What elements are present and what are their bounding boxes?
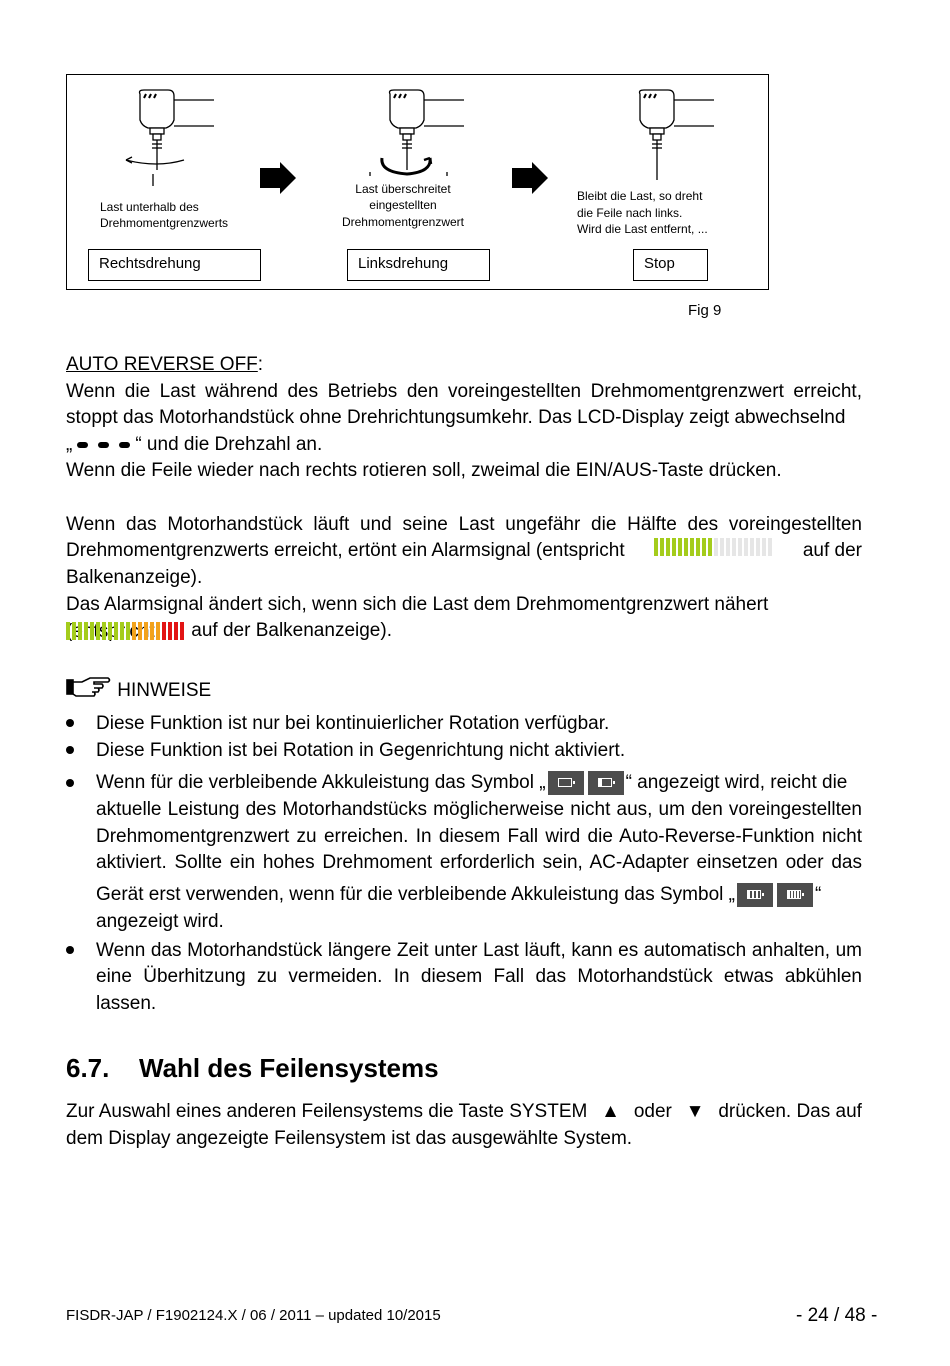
- bar-segment: [180, 622, 184, 640]
- bar-segment: [174, 622, 178, 640]
- bar-segment: [666, 538, 670, 556]
- battery-medium-icon: [737, 883, 773, 907]
- note-item-line: aktiviert. Sollte ein hohes Drehmoment erforderlich sein, AC-Adapter einsetzen oder das: [96, 852, 862, 873]
- torque-bar-half: [654, 538, 774, 556]
- section-number: 6.7.: [66, 1053, 110, 1083]
- lcd-dash-icon: [72, 434, 135, 455]
- label-stop: Stop: [633, 249, 708, 281]
- up-triangle-icon: ▲: [601, 1101, 620, 1122]
- bar-segment: [768, 538, 772, 556]
- bar-segment: [96, 622, 100, 640]
- footer-page-number: - 24 / 48 -: [796, 1305, 878, 1326]
- handpiece-illustration: [126, 90, 214, 186]
- bar-segment: [162, 622, 166, 640]
- battery-low-icon: [588, 771, 624, 795]
- bar-segment: [660, 538, 664, 556]
- figure-caption: Wird die Last entfernt, ...: [577, 222, 708, 236]
- paragraph-line: stoppt das Motorhandstück ohne Drehrichtungsumkehr. Das LCD-Display zeigt abwechselnd: [66, 407, 846, 428]
- note-item-line: lassen.: [96, 993, 157, 1014]
- bar-segment: [90, 622, 94, 640]
- torque-bar-full: [66, 622, 186, 640]
- label-linksdrehung: Linksdrehung: [347, 249, 490, 281]
- paragraph-line: Das Alarmsignal ändert sich, wenn sich die Last dem Drehmomentgrenzwert nähert: [66, 594, 769, 615]
- bar-segment: [702, 538, 706, 556]
- note-item: Diese Funktion ist bei Rotation in Gegenrichtung nicht aktiviert.: [96, 740, 626, 761]
- down-triangle-icon: ▼: [685, 1101, 705, 1122]
- bar-segment: [756, 538, 760, 556]
- bullet-icon: [66, 719, 74, 727]
- bar-segment: [672, 538, 676, 556]
- paragraph-line: Wenn das Motorhandstück läuft und seine Last ungefähr die Hälfte des voreingestellten: [66, 514, 862, 535]
- bar-segment: [138, 622, 142, 640]
- handpiece-illustration: [370, 90, 464, 176]
- bar-segment: [132, 622, 136, 640]
- bar-segment: [732, 538, 736, 556]
- bar-segment: [690, 538, 694, 556]
- figure-caption: die Feile nach links.: [577, 206, 683, 220]
- label-rechtsdrehung: Rechtsdrehung: [88, 249, 261, 281]
- bar-segment: [66, 622, 70, 640]
- bar-segment: [654, 538, 658, 556]
- note-item: Wenn das Motorhandstück längere Zeit unter Last läuft, kann es automatisch anhalten, um: [96, 940, 862, 961]
- bar-segment: [168, 622, 172, 640]
- bar-segment: [750, 538, 754, 556]
- paragraph-line: dem Display angezeigte Feilensystem ist das ausgewählte System.: [66, 1128, 633, 1149]
- figure-caption: Drehmomentgrenzwerts: [100, 216, 229, 230]
- auto-reverse-heading: AUTO REVERSE OFF:: [66, 354, 264, 375]
- bar-segment: [144, 622, 148, 640]
- bar-segment: [678, 538, 682, 556]
- bar-segment: [126, 622, 130, 640]
- right-arrow-icon: [512, 162, 548, 194]
- paragraph-line: Drehmomentgrenzwerts erreicht, ertönt ein Alarmsignal (entspricht auf der: [66, 540, 862, 561]
- bar-segment: [696, 538, 700, 556]
- bullet-icon: [66, 746, 74, 754]
- bar-segment: [762, 538, 766, 556]
- paragraph-line: auf der Balkenanzeige).: [66, 618, 862, 645]
- figure-caption: Last unterhalb des: [100, 200, 199, 214]
- bar-segment: [726, 538, 730, 556]
- note-item-line: angezeigt wird.: [96, 911, 224, 932]
- bar-segment: [708, 538, 712, 556]
- paragraph-line: Balkenanzeige).: [66, 567, 203, 588]
- bar-segment: [114, 622, 118, 640]
- note-item: Wenn für die verbleibende Akkuleistung das Symbol „ “ angezeigt wird, reicht die: [96, 772, 848, 793]
- bar-segment: [84, 622, 88, 640]
- figure-caption: Drehmomentgrenzwert: [341, 215, 465, 229]
- paragraph-line: Wenn die Feile wieder nach rechts rotieren soll, zweimal die EIN/AUS-Taste drücken.: [66, 460, 782, 481]
- bar-segment: [684, 538, 688, 556]
- figure-caption: Bleibt die Last, so dreht: [577, 189, 703, 203]
- footer-doc-id: FISDR-JAP / F1902124.X / 06 / 2011 – updated 10/2015: [66, 1307, 441, 1324]
- bar-segment: [720, 538, 724, 556]
- bar-segment: [120, 622, 124, 640]
- bar-segment: [738, 538, 742, 556]
- paragraph-line: Zur Auswahl eines anderen Feilensystems die Taste SYSTEM ▲ oder ▼ drücken. Das auf: [66, 1099, 862, 1126]
- bar-segment: [744, 538, 748, 556]
- figure-label: Fig 9: [688, 302, 722, 319]
- note-item: Diese Funktion ist nur bei kontinuierlicher Rotation verfügbar.: [96, 713, 610, 734]
- bar-segment: [108, 622, 112, 640]
- section-title: Wahl des Feilensystems: [139, 1053, 439, 1083]
- note-item-line: Gerät erst verwenden, wenn für die verbleibende Akkuleistung das Symbol „ “: [96, 884, 822, 905]
- figure-caption: Last überschreitet: [355, 182, 451, 196]
- bullet-icon: [66, 946, 74, 954]
- right-arrow-icon: [260, 162, 296, 194]
- notes-heading: HINWEISE: [66, 676, 211, 704]
- note-item-line: eine Überhitzung zu vermeiden. In diesem Fall das Motorhandstück etwas abkühlen: [96, 966, 862, 987]
- note-item-line: Drehmomentgrenzwert zu erreichen. In diesem Fall wird die Auto-Reverse-Funktion nicht: [96, 826, 862, 847]
- bar-segment: [150, 622, 154, 640]
- bar-segment: [714, 538, 718, 556]
- bar-segment: [156, 622, 160, 640]
- paragraph-line: Wenn die Last während des Betriebs den voreingestellten Drehmomentgrenzwert erreicht,: [66, 381, 862, 402]
- handpiece-illustration: [640, 90, 715, 180]
- bar-segment: [102, 622, 106, 640]
- battery-full-icon: [777, 883, 813, 907]
- bar-segment: [72, 622, 76, 640]
- figure-caption: eingestellten: [369, 198, 437, 212]
- note-item-line: aktuelle Leistung des Motorhandstücks möglicherweise nicht aus, um den voreingestellten: [96, 799, 862, 820]
- bar-segment: [78, 622, 82, 640]
- bullet-icon: [66, 779, 74, 787]
- pointing-hand-icon: [66, 676, 112, 698]
- battery-low-icon: [548, 771, 584, 795]
- paragraph-line: „ “ und die Drehzahl an.: [66, 434, 323, 455]
